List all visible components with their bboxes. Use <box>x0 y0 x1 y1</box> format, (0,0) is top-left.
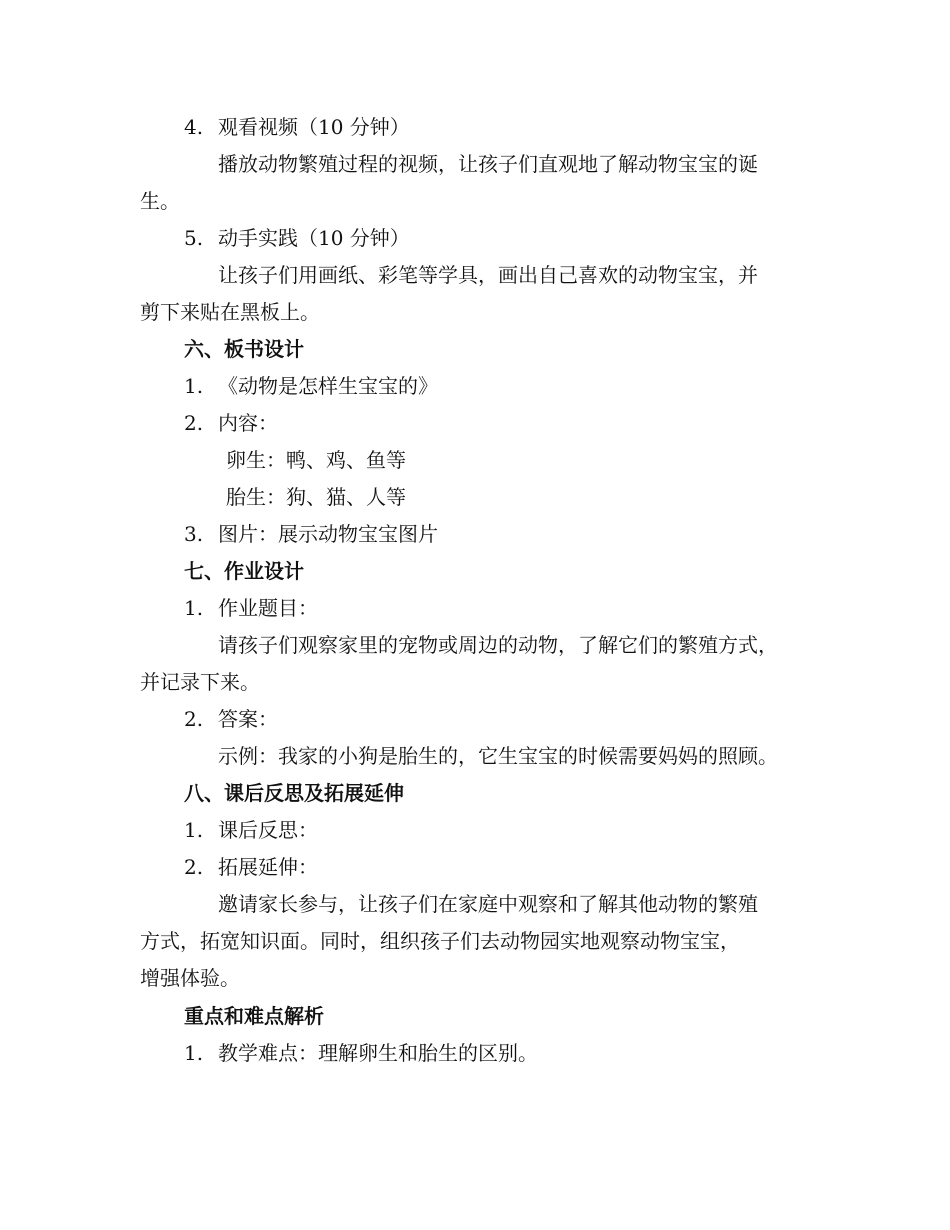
section-heading: 六、板书设计 <box>184 337 304 361</box>
list-text: 答案： <box>218 707 278 731</box>
list-item <box>184 521 438 547</box>
list-number: 2. <box>184 411 204 435</box>
paragraph-line: 方式，拓宽知识面。同时，组织孩子们去动物园实地观察动物宝宝， <box>140 929 740 953</box>
list-number: 2. <box>184 707 204 731</box>
section-heading: 七、作业设计 <box>184 559 304 583</box>
list-number: 1. <box>184 818 204 842</box>
list-text: 图片：展示动物宝宝图片 <box>218 522 438 546</box>
list-item <box>184 410 278 436</box>
list-number: 3. <box>184 522 204 546</box>
list-number: 2. <box>184 855 204 879</box>
list-text: 拓展延伸： <box>218 855 318 879</box>
paragraph-line: 并记录下来。 <box>140 670 260 694</box>
list-item <box>184 225 410 251</box>
list-text: 教学难点：理解卵生和胎生的区别。 <box>218 1041 538 1065</box>
sub-item: 胎生：狗、猫、人等 <box>226 485 406 509</box>
list-item <box>184 817 318 843</box>
list-item <box>184 706 278 732</box>
list-item <box>184 114 410 140</box>
list-text: 作业题目： <box>218 596 318 620</box>
list-number: 1. <box>184 1041 204 1065</box>
list-text: 内容： <box>218 411 278 435</box>
paragraph-line: 生。 <box>140 189 180 213</box>
list-number: 1. <box>184 596 204 620</box>
section-heading: 八、课后反思及拓展延伸 <box>184 781 404 805</box>
paragraph-line: 请孩子们观察家里的宠物或周边的动物，了解它们的繁殖方式， <box>218 633 778 657</box>
paragraph-line: 邀请家长参与，让孩子们在家庭中观察和了解其他动物的繁殖 <box>218 892 758 916</box>
list-number: 5. <box>184 226 204 250</box>
sub-item: 卵生：鸭、鸡、鱼等 <box>226 448 406 472</box>
list-item <box>184 595 318 621</box>
list-item <box>184 373 438 399</box>
list-text: 动手实践（10 分钟） <box>218 226 410 250</box>
paragraph-line: 示例：我家的小狗是胎生的，它生宝宝的时候需要妈妈的照顾。 <box>218 744 778 768</box>
list-item <box>184 854 318 880</box>
paragraph-line: 增强体验。 <box>140 966 240 990</box>
list-text: 观看视频（10 分钟） <box>218 115 410 139</box>
list-item <box>184 1040 538 1066</box>
list-number: 1. <box>184 374 204 398</box>
section-heading: 重点和难点解析 <box>184 1004 324 1028</box>
paragraph-line: 让孩子们用画纸、彩笔等学具，画出自己喜欢的动物宝宝，并 <box>218 263 758 287</box>
paragraph-line: 剪下来贴在黑板上。 <box>140 300 320 324</box>
list-number: 4. <box>184 115 204 139</box>
paragraph-line: 播放动物繁殖过程的视频，让孩子们直观地了解动物宝宝的诞 <box>218 152 758 176</box>
list-text: 《动物是怎样生宝宝的》 <box>218 374 438 398</box>
list-text: 课后反思： <box>218 818 318 842</box>
